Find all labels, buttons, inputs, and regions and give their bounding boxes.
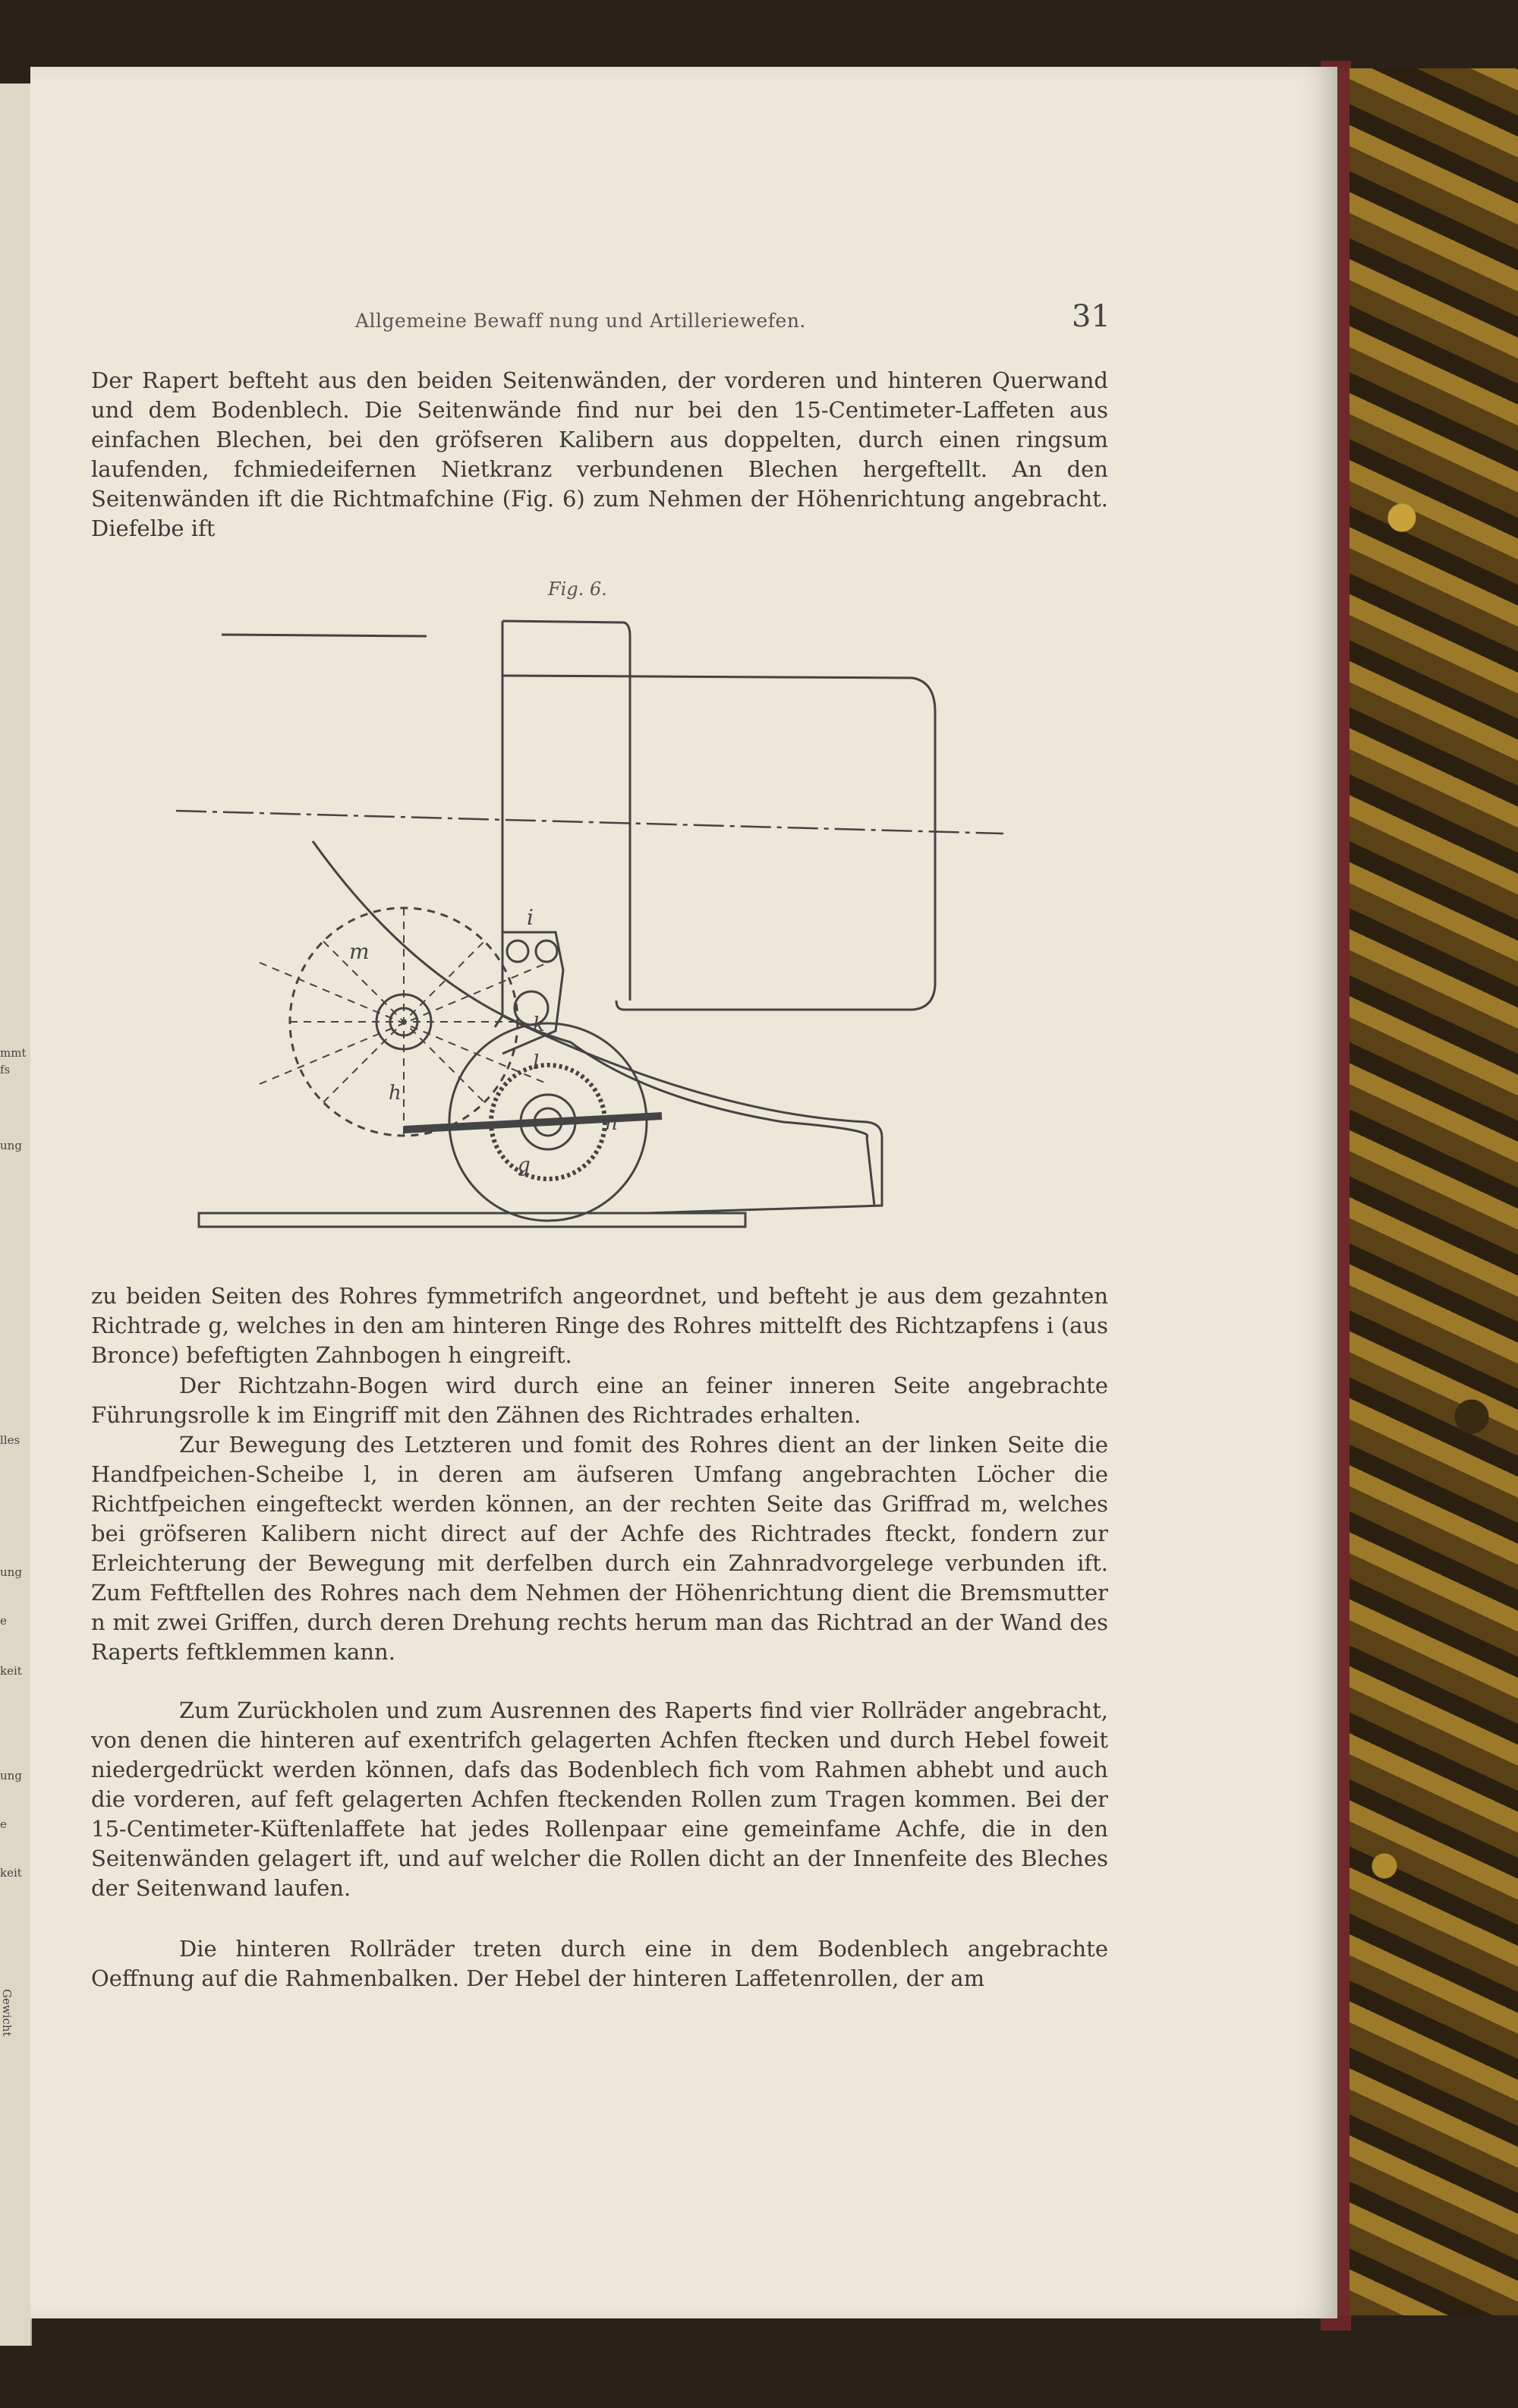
bolt [507, 941, 528, 962]
label-l: l [533, 1051, 540, 1074]
barrel-breech [502, 621, 630, 1001]
elevation-arc [313, 841, 874, 1206]
left-page-fragment: keit [0, 1866, 22, 1880]
left-page-fragment: ung [0, 1769, 22, 1782]
label-m: m [349, 939, 370, 964]
left-page-fragment: e [0, 1817, 7, 1831]
figure-6-illustration [176, 606, 1026, 1251]
left-page-fragment: lles [0, 1433, 20, 1447]
left-page-fragment: e [0, 1614, 7, 1628]
brake-handle-n [404, 1116, 662, 1130]
paragraph-4: Zur Bewegung des Letzteren und fomit des Rohres dient an der linken Seite die Handfpeichen-Scheibe l, in deren am äufseren Umfang angebrachten Löcher die Richtfpeichen eingefteckt werden können, an der rechten Seite das Griffrad m, welches bei gröfseren Kalibern nicht direct auf der Achfe des Richtrades fteckt, fondern zur Erleichterung der Bewegung mit derfelben durch ein Zahnradvorgelege verbunden ift. Zum Feftftellen des Rohres nach dem Nehmen der Höhenrichtung dient die Bremsmutter n mit zwei Griffen, durch deren Drehung rechts herum man das Richtrad an der Wand des Raperts feftklemmen kann. [91, 1432, 1108, 1665]
label-k: k [533, 1013, 545, 1036]
paragraph-5: Zum Zurückholen und zum Ausrennen des Raperts find vier Rollräder angebracht, von denen die hinteren auf exentrifch gelagerten Achfen ftecken und durch Hebel foweit niedergedrückt werden können, dafs das Bodenblech fich vom Rahmen abhebt und auch die vorderen, auf feft gelagerten Achfen fteckenden Rollen zum Tragen kommen. Bei der 15-Centimeter-Küftenlaffete hat jedes Rollenpaar eine gemeinfame Achfe, die in den Seitenwänden gelagert ift, und auf welcher die Rollen dicht an der Innenfeite des Bleches der Seitenwand laufen. [91, 1697, 1108, 1901]
left-page-fragment: ung [0, 1565, 22, 1579]
left-page-fragment: fs [0, 1063, 11, 1076]
left-page-fragment: ung [0, 1139, 22, 1152]
left-page-fragment: mmt [0, 1046, 27, 1060]
facing-page-edge [0, 84, 32, 2346]
running-header: Allgemeine Bewaff nung und Artilleriewefen. [355, 310, 806, 332]
paragraph-1: Der Rapert befteht aus den beiden Seitenwänden, der vorderen und hinteren Querwand und dem Bodenblech. Die Seitenwände find nur bei den 15-Centimeter-Laffeten aus einfachen Blechen, bei den gröfseren Kalibern aus doppelten, durch einen ringsum laufenden, fchmiedeifernen Nietkranz verbundenen Blechen hergeftellt. An den Seitenwänden ift die Richtmafchine (Fig. 6) zum Nehmen der Höhenrichtung angebracht. Diefelbe ift [91, 367, 1108, 541]
handwheel-spokes [260, 908, 548, 1136]
label-h: h [389, 1082, 402, 1105]
axis-line [176, 811, 1003, 834]
page-number: 31 [1072, 299, 1110, 334]
paragraph-2: zu beiden Seiten des Rohres fymmetrifch angeordnet, und befteht je aus dem gezahnten Richtrade g, welches in den am hinteren Ringe des Rohres mittelft des Richtzapfens i (aus Bronce) befeftigten Zahnbogen h eingreift. [91, 1283, 1108, 1368]
carriage-body [495, 887, 882, 1213]
paragraph-3: Der Richtzahn-Bogen wird durch eine an feiner inneren Seite angebrachte Führungsrolle k im Eingriff mit den Zähnen des Richtrades erhalten. [91, 1373, 1108, 1428]
label-n: n [605, 1112, 618, 1135]
figure-caption: Fig. 6. [548, 578, 607, 600]
left-page-fragment: keit [0, 1664, 22, 1678]
left-page-fragment: Gewicht [0, 1989, 14, 2037]
bolt [536, 941, 557, 962]
marbled-cover [1336, 68, 1518, 2315]
paragraph-6: Die hinteren Rollräder treten durch eine in dem Bodenblech angebrachte Oeffnung auf die Rahmenbalken. Der Hebel der hinteren Laffetenrollen, der am [91, 1936, 1108, 1991]
base-plate [199, 1213, 745, 1227]
label-g: g [518, 1154, 531, 1177]
label-i: i [527, 905, 534, 930]
